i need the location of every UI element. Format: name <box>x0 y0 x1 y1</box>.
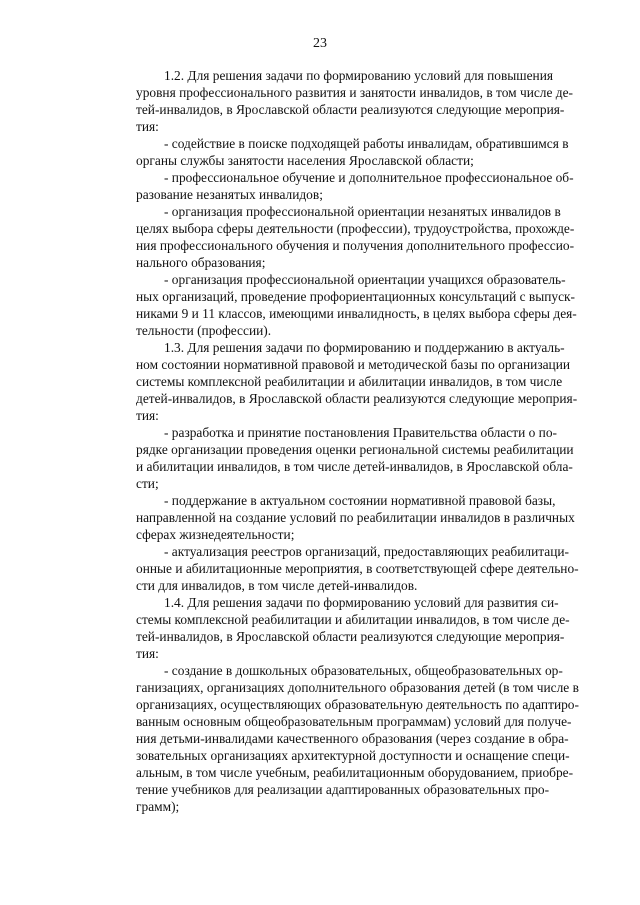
text-line: сти; <box>136 476 159 491</box>
text-line: тей-инвалидов, в Ярославской области реализуются следующие мероприя- <box>136 629 565 644</box>
text-line: онные и абилитационные мероприятия, в соответствующей сфере деятельно- <box>136 561 579 576</box>
text-line: - актуализация реестров организаций, предоставляющих реабилитаци- <box>164 544 569 559</box>
text-line: - создание в дошкольных образовательных, общеобразовательных ор- <box>164 663 563 678</box>
text-line: 1.4. Для решения задачи по формированию условий для развития си- <box>164 595 559 610</box>
text-line: 1.2. Для решения задачи по формированию условий для повышения <box>164 68 554 83</box>
text-line: грамм); <box>136 799 180 814</box>
text-line: тия: <box>136 646 159 661</box>
text-line: сти для инвалидов, в том числе детей-инвалидов. <box>136 578 418 593</box>
text-line: - организация профессиональной ориентации незанятых инвалидов в <box>164 204 561 219</box>
text-line: нального образования; <box>136 255 266 270</box>
text-line: сферах жизнедеятельности; <box>136 527 295 542</box>
text-line: ванным основным общеобразовательным программам) условий для получе- <box>136 714 572 729</box>
text-line: уровня профессионального развития и занятости инвалидов, в том числе де- <box>136 85 573 100</box>
text-line: альным, в том числе учебным, реабилитационным оборудованием, приобре- <box>136 765 574 780</box>
text-line: стемы комплексной реабилитации и абилитации инвалидов, в том числе де- <box>136 612 570 627</box>
document-body <box>136 67 579 815</box>
text-line: тия: <box>136 408 159 423</box>
text-line: ния детьми-инвалидами качественного образования (через создание в обра- <box>136 731 569 746</box>
text-line: ния профессионального обучения и получения дополнительного профессио- <box>136 238 575 253</box>
text-line: тей-инвалидов, в Ярославской области реализуются следующие мероприя- <box>136 102 565 117</box>
text-line: - разработка и принятие постановления Правительства области о по- <box>164 425 557 440</box>
text-line: тение учебников для реализации адаптированных образовательных про- <box>136 782 550 797</box>
text-line: тельности (профессии). <box>136 323 272 338</box>
text-line: - поддержание в актуальном состоянии нормативной правовой базы, <box>164 493 556 508</box>
text-line: ном состоянии нормативной правовой и методической базы по организации <box>136 357 571 372</box>
text-line: и абилитации инвалидов, в том числе детей-инвалидов, в Ярославской обла- <box>136 459 573 474</box>
text-line: организациях, осуществляющих образовательную деятельность по адаптиро- <box>136 697 579 712</box>
text-line: никами 9 и 11 классов, имеющими инвалидность, в целях выбора сферы дея- <box>136 306 577 321</box>
text-line: рядке организации проведения оценки региональной системы реабилитации <box>136 442 574 457</box>
text-line: - профессиональное обучение и дополнительное профессиональное об- <box>164 170 574 185</box>
text-line: системы комплексной реабилитации и абилитации инвалидов, в том числе <box>136 374 563 389</box>
text-line: ганизациях, организациях дополнительного образования детей (в том числе в <box>136 680 579 695</box>
text-line: - содействие в поиске подходящей работы инвалидам, обратившимся в <box>164 136 569 151</box>
text-line: 1.3. Для решения задачи по формированию и поддержанию в актуаль- <box>164 340 565 355</box>
text-line: органы службы занятости населения Ярославской области; <box>136 153 474 168</box>
text-line: тия: <box>136 119 159 134</box>
text-line: зовательных организациях архитектурной доступности и оснащение специ- <box>136 748 570 763</box>
text-line: ных организаций, проведение профориентационных консультаций с выпуск- <box>136 289 576 304</box>
text-line: направленной на создание условий по реабилитации инвалидов в различных <box>136 510 575 525</box>
text-line: детей-инвалидов, в Ярославской области реализуются следующие мероприя- <box>136 391 578 406</box>
text-line: целях выбора сферы деятельности (профессии), трудоустройства, прохожде- <box>136 221 575 236</box>
text-line: - организация профессиональной ориентации учащихся образователь- <box>164 272 566 287</box>
text-line: разование незанятых инвалидов; <box>136 187 323 202</box>
page-number: 23 <box>313 36 327 51</box>
